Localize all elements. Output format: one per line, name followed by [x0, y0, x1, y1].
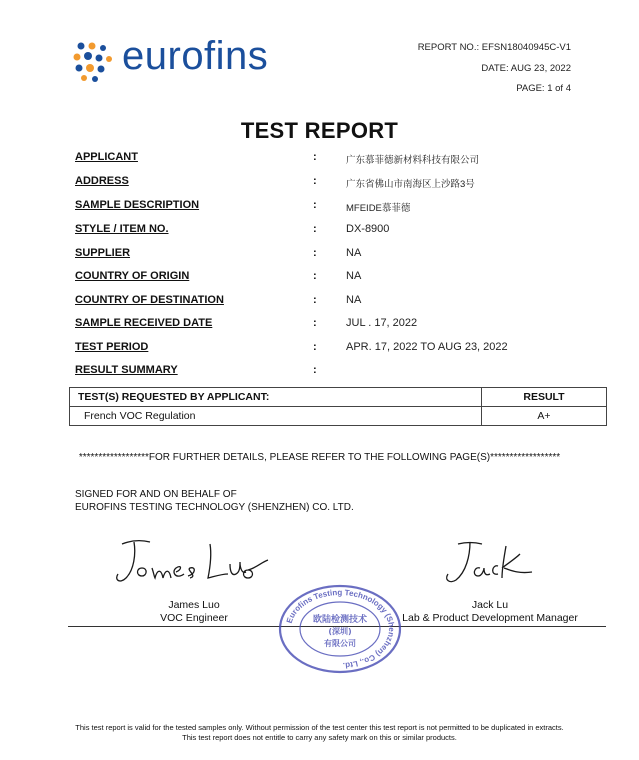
field-supplier [75, 247, 575, 263]
table-cell-result: A+ [482, 407, 607, 426]
field-colon: : [313, 175, 317, 187]
field-test-period [75, 341, 575, 357]
svg-text:Eurofins Testing Technology (S: Eurofins Testing Technology (Shenzhen) Co., Ltd. [284, 587, 397, 670]
field-value: NA [346, 294, 362, 306]
field-sample-received-date [75, 317, 575, 333]
report-number-value: EFSN18040945C-V1 [481, 42, 571, 53]
report-number-label: REPORT NO.: [417, 42, 480, 53]
field-label: APPLICANT [75, 151, 138, 163]
company-seal [277, 584, 403, 674]
page-value: 1 of 4 [547, 83, 571, 94]
report-date-label: DATE: [481, 63, 509, 74]
field-value: 广东省佛山市南海区上沙路3号 [346, 179, 475, 190]
field-colon: : [313, 294, 317, 306]
field-result-summary [75, 364, 575, 380]
table-header-result: RESULT [482, 388, 607, 407]
signed-for-line: SIGNED FOR AND ON BEHALF OF [75, 489, 237, 500]
page-label: PAGE: [516, 83, 545, 94]
field-country-of-destination [75, 294, 575, 310]
field-colon: : [313, 223, 317, 235]
field-label: SUPPLIER [75, 247, 131, 259]
page-title: TEST REPORT [240, 118, 399, 143]
field-value: APR. 17, 2022 TO AUG 23, 2022 [346, 341, 508, 353]
logo-wordmark: eurofins [122, 34, 269, 78]
field-label: RESULT SUMMARY [75, 364, 178, 376]
field-label: SAMPLE RECEIVED DATE [75, 317, 213, 329]
footer-safety-note: This test report does not entitle to carry any safety mark on this or similar products. [182, 733, 457, 742]
results-table [69, 387, 607, 426]
field-value: 广东慕菲德新材料科技有限公司 [346, 155, 480, 166]
field-colon: : [313, 270, 317, 282]
field-sample-description [75, 199, 575, 215]
field-colon: : [313, 199, 317, 211]
table-header-row [70, 388, 607, 407]
signatory-2-title: Lab & Product Development Manager [402, 612, 578, 624]
signatory-1-name: James Luo [168, 599, 220, 611]
field-colon: : [313, 151, 317, 163]
field-colon: : [313, 317, 317, 329]
svg-text:(深圳): (深圳) [328, 627, 352, 636]
signature-james-luo [112, 534, 282, 590]
field-label: STYLE / ITEM NO. [75, 223, 169, 235]
field-value: NA [346, 247, 362, 259]
table-header-test: TEST(S) REQUESTED BY APPLICANT: [70, 388, 482, 407]
report-number [418, 42, 571, 53]
field-label: COUNTRY OF DESTINATION [75, 294, 224, 306]
field-value: JUL . 17, 2022 [346, 317, 418, 329]
signature-jack-lu [440, 538, 540, 588]
field-colon: : [313, 341, 317, 353]
footer-validity-note: This test report is valid for the tested samples only. Without permission of the test center this test report is not permitted to be duplicated in extracts. [75, 723, 564, 732]
field-applicant [75, 151, 575, 167]
field-colon: : [313, 364, 317, 376]
table-cell-test: French VOC Regulation [70, 407, 482, 426]
field-label: SAMPLE DESCRIPTION [75, 199, 200, 211]
field-label: COUNTRY OF ORIGIN [75, 270, 190, 282]
svg-text:有限公司: 有限公司 [324, 639, 356, 648]
field-value: DX-8900 [346, 223, 390, 235]
field-label: ADDRESS [75, 175, 129, 187]
svg-text:欧陆检测技术: 欧陆检测技术 [312, 615, 368, 625]
signatory-2-name: Jack Lu [471, 599, 509, 611]
field-country-of-origin [75, 270, 575, 286]
page-indicator [516, 83, 571, 94]
signatory-1-title: VOC Engineer [160, 612, 228, 624]
refer-note: ******************FOR FURTHER DETAILS, PLEASE REFER TO THE FOLLOWING PAGE(S)****************** [78, 452, 561, 463]
report-date [481, 63, 571, 74]
eurofins-logo [72, 36, 302, 88]
signed-company-line: EUROFINS TESTING TECHNOLOGY (SHENZHEN) CO. LTD. [75, 502, 354, 513]
field-style-item-no [75, 223, 575, 239]
table-row [70, 407, 607, 426]
field-address [75, 175, 575, 191]
field-label: TEST PERIOD [75, 341, 149, 353]
report-date-value: AUG 23, 2022 [510, 63, 571, 74]
field-value: NA [346, 270, 362, 282]
field-value: MFEIDE慕菲德 [346, 203, 411, 214]
logo-dots-icon [72, 40, 116, 84]
field-colon: : [313, 247, 317, 259]
